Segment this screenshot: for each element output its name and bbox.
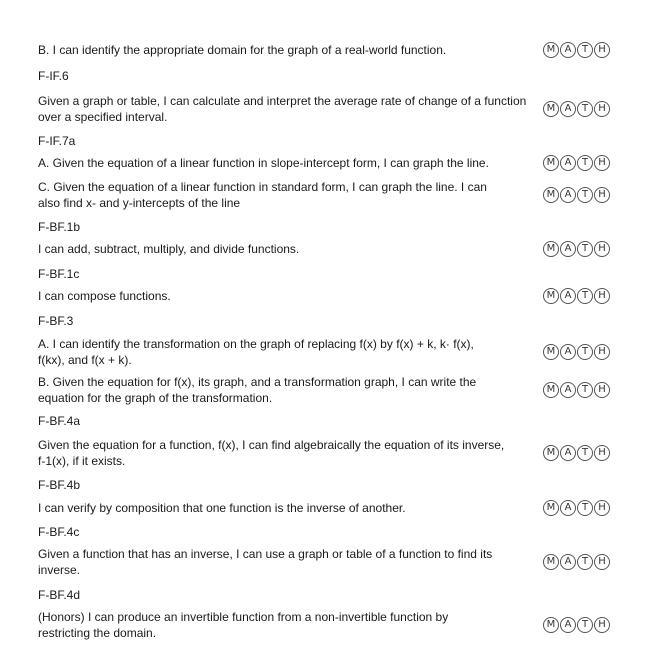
self-rating-math: [543, 155, 610, 171]
self-rating-math: [543, 617, 610, 633]
rating-circle-m[interactable]: M: [543, 554, 559, 570]
rating-circle-m[interactable]: M: [543, 500, 559, 516]
standard-code: F-IF.6: [38, 69, 69, 83]
rating-circle-t[interactable]: T: [577, 155, 593, 171]
standard-code: F-BF.4b: [38, 478, 81, 492]
rating-circle-m[interactable]: M: [543, 382, 559, 398]
standard-statement-line: I can verify by composition that one function is the inverse of another.: [38, 501, 406, 515]
rating-circle-a[interactable]: A: [560, 101, 576, 117]
standard-statement-line: (Honors) I can produce an invertible function from a non-invertible function by: [38, 610, 449, 624]
rating-circle-t[interactable]: T: [577, 445, 593, 461]
standard-statement-line: Given a function that has an inverse, I can use a graph or table of a function to find its: [38, 547, 493, 561]
standard-statement-line: B. Given the equation for f(x), its graph, and a transformation graph, I can write the: [38, 375, 477, 389]
rating-circle-h[interactable]: H: [594, 500, 610, 516]
standard-statement-line: A. I can identify the transformation on the graph of replacing f(x) by f(x) + k, k· f(x),: [38, 337, 474, 351]
self-rating-math: [543, 288, 610, 304]
rating-circle-m[interactable]: M: [543, 445, 559, 461]
rating-circle-t[interactable]: T: [577, 382, 593, 398]
standard-statement-line: C. Given the equation of a linear function in standard form, I can graph the line. I can: [38, 180, 487, 194]
rating-circle-a[interactable]: A: [560, 241, 576, 257]
rating-circle-a[interactable]: A: [560, 445, 576, 461]
rating-circle-m[interactable]: M: [543, 344, 559, 360]
rating-circle-h[interactable]: H: [594, 288, 610, 304]
standard-code: F-IF.7a: [38, 134, 76, 148]
rating-circle-t[interactable]: T: [577, 500, 593, 516]
rating-circle-h[interactable]: H: [594, 101, 610, 117]
rating-circle-h[interactable]: H: [594, 617, 610, 633]
rating-circle-t[interactable]: T: [577, 554, 593, 570]
rating-circle-a[interactable]: A: [560, 42, 576, 58]
standard-statement-line: f(kx), and f(x + k).: [38, 353, 132, 367]
rating-circle-h[interactable]: H: [594, 187, 610, 203]
rating-circle-a[interactable]: A: [560, 554, 576, 570]
standard-code: F-BF.3: [38, 314, 74, 328]
rating-circle-t[interactable]: T: [577, 187, 593, 203]
rating-circle-m[interactable]: M: [543, 617, 559, 633]
rating-circle-a[interactable]: A: [560, 288, 576, 304]
standard-statement-line: I can add, subtract, multiply, and divide functions.: [38, 242, 300, 256]
self-rating-math: [543, 101, 610, 117]
rating-circle-t[interactable]: T: [577, 101, 593, 117]
rating-circle-a[interactable]: A: [560, 382, 576, 398]
standard-statement-line: over a specified interval.: [38, 110, 168, 124]
standard-code: F-BF.1c: [38, 267, 80, 281]
standard-statement-line: equation for the graph of the transformation.: [38, 391, 273, 405]
self-rating-math: [543, 241, 610, 257]
rating-circle-m[interactable]: M: [543, 101, 559, 117]
standard-statement-line: A. Given the equation of a linear function in slope-intercept form, I can graph the line.: [38, 156, 489, 170]
rating-circle-t[interactable]: T: [577, 241, 593, 257]
self-rating-math: [543, 344, 610, 360]
rating-circle-h[interactable]: H: [594, 344, 610, 360]
standard-code: F-BF.4c: [38, 525, 80, 539]
standard-statement-line: restricting the domain.: [38, 626, 157, 640]
standard-statement-line: inverse.: [38, 563, 81, 577]
self-rating-math: [543, 382, 610, 398]
rating-circle-h[interactable]: H: [594, 554, 610, 570]
standard-statement-line: also find x- and y-intercepts of the line: [38, 196, 241, 210]
rating-circle-a[interactable]: A: [560, 617, 576, 633]
rating-circle-h[interactable]: H: [594, 42, 610, 58]
standard-statement-line: Given the equation for a function, f(x), I can find algebraically the equation of its inverse,: [38, 438, 505, 452]
self-rating-math: [543, 187, 610, 203]
rating-circle-a[interactable]: A: [560, 187, 576, 203]
standard-statement-line: f-1(x), if it exists.: [38, 454, 126, 468]
standard-code: F-BF.1b: [38, 220, 81, 234]
standard-statement-line: I can compose functions.: [38, 289, 171, 303]
self-rating-math: [543, 554, 610, 570]
rating-circle-h[interactable]: H: [594, 241, 610, 257]
rating-circle-m[interactable]: M: [543, 288, 559, 304]
self-rating-math: [543, 42, 610, 58]
rating-circle-a[interactable]: A: [560, 344, 576, 360]
rating-circle-m[interactable]: M: [543, 241, 559, 257]
rating-circle-m[interactable]: M: [543, 155, 559, 171]
standard-statement-line: Given a graph or table, I can calculate and interpret the average rate of change of a function: [38, 94, 527, 108]
rating-circle-a[interactable]: A: [560, 155, 576, 171]
rating-circle-t[interactable]: T: [577, 617, 593, 633]
rating-circle-t[interactable]: T: [577, 42, 593, 58]
self-rating-math: [543, 445, 610, 461]
rating-circle-m[interactable]: M: [543, 42, 559, 58]
standard-code: F-BF.4a: [38, 414, 81, 428]
standard-statement-line: B. I can identify the appropriate domain for the graph of a real-world function.: [38, 43, 447, 57]
rating-circle-h[interactable]: H: [594, 382, 610, 398]
self-rating-math: [543, 500, 610, 516]
rating-circle-h[interactable]: H: [594, 445, 610, 461]
rating-circle-t[interactable]: T: [577, 288, 593, 304]
rating-circle-h[interactable]: H: [594, 155, 610, 171]
rating-circle-t[interactable]: T: [577, 344, 593, 360]
rating-circle-m[interactable]: M: [543, 187, 559, 203]
standard-code: F-BF.4d: [38, 588, 81, 602]
rating-circle-a[interactable]: A: [560, 500, 576, 516]
